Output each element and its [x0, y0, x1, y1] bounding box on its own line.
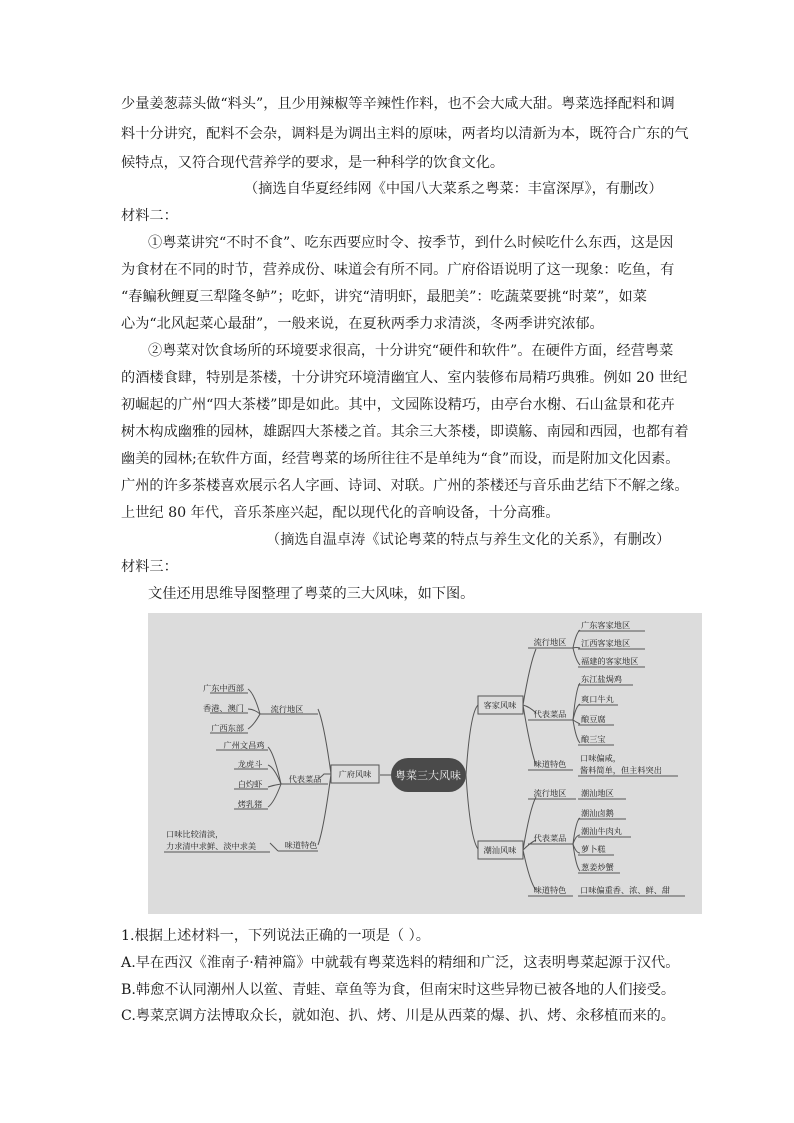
option-c: C.粤菜烹调方法博取众长，就如泡、扒、烤、川是从西菜的爆、扒、烤、汆移植而来的。	[121, 1008, 675, 1024]
guangfu-dish: 龙虎斗	[237, 759, 263, 769]
guangfu-taste: 口味比较清淡，	[166, 829, 224, 839]
paragraph-line: 为食材在不同的时节，营养成份、味道会有所不同。广府俗语说明了这一现象：吃鱼，有	[121, 262, 675, 278]
chaoshan-region-label: 流行地区	[533, 788, 567, 798]
kejia-dish: 东江盐焗鸡	[581, 674, 622, 684]
paragraph-line: 文佳还用思维导图整理了粤菜的三大风味，如下图。	[148, 586, 475, 602]
paragraph-line: “春鳊秋鲤夏三犁隆冬鲈”；吃虾，讲究“清明虾，最肥美”：吃蔬菜要挑“时菜”，如菜	[121, 289, 647, 305]
paragraph-line: 心为“北风起菜心最甜”，一般来说，在夏秋两季力求清淡，冬两季讲究浓郁。	[121, 316, 604, 332]
kejia-dish: 酿三宝	[581, 734, 606, 744]
source-citation: （摘选自温卓涛《试论粤菜的特点与养生文化的关系》，有删改）	[266, 532, 671, 548]
paragraph-line: 料十分讲究，配料不会杂，调料是为调出主料的原味，两者均以清新为本，既符合广东的气	[121, 126, 689, 142]
guangfu-region-label: 流行地区	[270, 704, 304, 714]
guangfu-taste-label: 味道特色	[284, 840, 318, 850]
guangfu-region: 广西东部	[211, 723, 244, 733]
section-heading: 材料二：	[121, 208, 178, 224]
kejia-region: 福建的客家地区	[581, 656, 639, 666]
connector	[573, 630, 580, 648]
connector	[523, 649, 536, 705]
connector	[270, 843, 278, 851]
kejia-region: 广东客家地区	[581, 620, 631, 630]
kejia-dish: 爽口牛丸	[581, 694, 614, 704]
guangfu-taste: 力求清中求鲜、淡中求美	[166, 841, 257, 851]
guangfu-label: 广府风味	[338, 769, 372, 779]
guangfu-dish: 白灼虾	[237, 779, 263, 789]
connector	[268, 784, 281, 807]
option-b: B.韩愈不认同潮州人以鲎、青蛙、章鱼等为食，但南宋时这些异物已被各地的人们接受。	[121, 982, 676, 998]
mind-map-photo	[148, 613, 702, 914]
guangfu-region: 香港、澳门	[203, 703, 244, 713]
connector	[318, 709, 331, 774]
question: 1.根据上述材料一，下列说法正确的一项是（ ）。	[121, 928, 430, 944]
option-a: A.早在西汉《淮南子·精神篇》中就载有粤菜选料的精细和广泛，这表明粤菜起源于汉代。	[121, 955, 680, 971]
connector	[268, 784, 281, 787]
chaoshan-dish: 葱姜炒蟹	[581, 862, 614, 872]
connector	[318, 774, 331, 845]
connector	[573, 648, 580, 649]
guangfu-dish-label: 代表菜品	[288, 774, 322, 784]
mind-map-center-label: 粤菜三大风味	[395, 769, 461, 782]
kejia-dish-label: 代表菜品	[533, 709, 567, 719]
paragraph-line: 少量姜葱蒜头做“料头”，且少用辣椒等辛辣性作料，也不会大咸大甜。粤菜选择配料和调	[121, 96, 675, 112]
paragraph-line: 幽美的园林;在软件方面，经营粤菜的场所往往不是单纯为“食”而设，而是附加文化因素。	[121, 451, 680, 467]
connector	[248, 709, 260, 714]
section-heading: 材料三：	[121, 559, 178, 575]
paragraph-line: 候特点，又符合现代营养学的要求，是一种科学的饮食文化。	[121, 155, 505, 171]
connector	[573, 844, 580, 871]
connector	[466, 775, 478, 849]
kejia-region-label: 流行地区	[533, 637, 567, 647]
chaoshan-dish-label: 代表菜品	[533, 833, 567, 843]
chaoshan-dish: 萝卜糕	[581, 844, 606, 854]
chaoshan-dish: 潮汕牛肉丸	[581, 826, 622, 836]
paragraph-line: 的酒楼食肆，特别是茶楼，十分讲究环境清幽宜人、室内装修布局精巧典雅。例如 20 世纪	[121, 370, 688, 386]
paragraph-line: ①粤菜讲究“不时不食”、吃东西要应时令、按季节，到什么时候吃什么东西，这是因	[148, 235, 674, 251]
guangfu-region: 广东中西部	[203, 683, 244, 693]
paragraph-line: 广州的许多茶楼喜欢展示名人字画、诗词、对联。广州的茶楼还与音乐曲艺结下不解之缘。	[121, 478, 689, 494]
chaoshan-taste: 口味偏重香、浓、鲜、甜	[580, 885, 671, 895]
connector	[523, 850, 536, 890]
kejia-taste-label: 味道特色	[533, 759, 567, 769]
connector	[466, 705, 478, 775]
connector	[248, 714, 260, 729]
paragraph-line: 树木构成幽雅的园林，雄踞四大茶楼之首。其余三大茶楼，即谟觞、南园和西园，也都有着	[121, 424, 689, 440]
chaoshan-region: 潮汕地区	[581, 788, 614, 798]
kejia-dish: 酿豆腐	[581, 714, 606, 724]
chaoshan-label: 潮汕风味	[483, 845, 517, 855]
guangfu-dish: 广州文昌鸡	[223, 740, 265, 750]
kejia-region: 江西客家地区	[581, 638, 631, 648]
mind-map	[148, 613, 702, 914]
connector	[573, 648, 580, 665]
chaoshan-taste-label: 味道特色	[533, 885, 567, 895]
kejia-taste: 口味偏咸，	[580, 753, 621, 763]
guangfu-dish: 烤乳猪	[237, 799, 263, 809]
source-citation: （摘选自华夏经纬网《中国八大菜系之粤菜：丰富深厚》，有删改）	[244, 181, 663, 197]
kejia-taste: 酱料简单，但主料突出	[580, 765, 662, 775]
paragraph-line: 初崛起的广州“四大茶楼”即是如此。其中，文园陈设精巧，由亭台水榭、石山盆景和花卉	[121, 397, 675, 413]
kejia-label: 客家风味	[483, 700, 517, 710]
paragraph-line: 上世纪 80 年代，音乐茶座兴起，配以现代化的音响设备，十分高雅。	[121, 505, 560, 521]
paragraph-line: ②粤菜对饮食场所的环境要求很高，十分讲究“硬件和软件”。在硬件方面，经营粤菜	[148, 343, 674, 359]
chaoshan-dish: 潮汕卤鹅	[581, 808, 614, 818]
